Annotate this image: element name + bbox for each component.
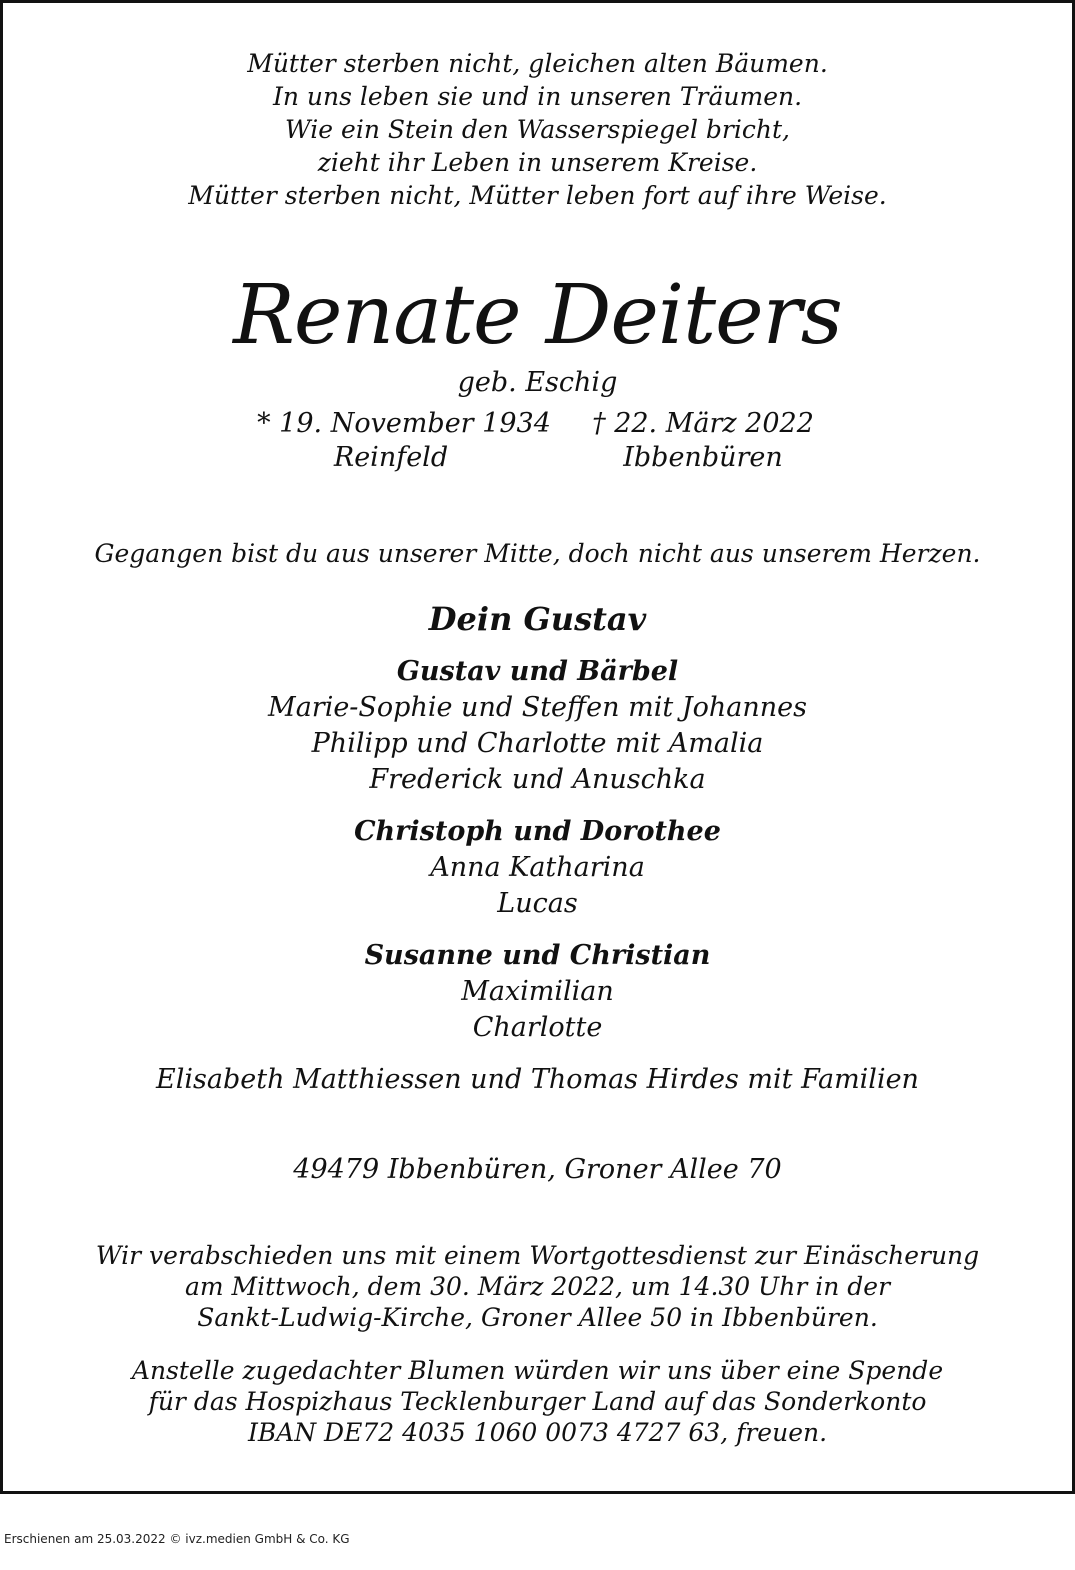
- publication-footer: Erschienen am 25.03.2022 © ivz.medien GmbH & Co. KG: [4, 1532, 350, 1546]
- family-member: Philipp und Charlotte mit Amalia: [311, 728, 764, 759]
- donation-line: IBAN DE72 4035 1060 0073 4727 63, freuen.: [247, 1418, 828, 1447]
- poem-line: In uns leben sie und in unseren Träumen.: [272, 82, 803, 111]
- memorial-quote: Gegangen bist du aus unserer Mitte, doch nicht aus unserem Herzen.: [94, 539, 981, 568]
- family-member: Anna Katharina: [430, 852, 645, 883]
- family-head: Gustav und Bärbel: [396, 656, 679, 687]
- death-date: † 22. März 2022: [592, 408, 814, 439]
- maiden-name: geb. Eschig: [457, 367, 618, 398]
- birth-place: Reinfeld: [333, 442, 449, 473]
- birth-date: * 19. November 1934: [257, 408, 551, 439]
- donation-line: für das Hospizhaus Tecklenburger Land auf das Sonderkonto: [148, 1387, 927, 1416]
- spouse-name: Dein Gustav: [428, 600, 647, 638]
- poem-line: Mütter sterben nicht, Mütter leben fort auf ihre Weise.: [188, 181, 887, 210]
- poem-line: Wie ein Stein den Wasserspiegel bricht,: [285, 115, 790, 144]
- family-member: Charlotte: [472, 1012, 603, 1043]
- family-member: Frederick und Anuschka: [369, 764, 706, 795]
- service-line: Wir verabschieden uns mit einem Wortgottesdienst zur Einäscherung: [95, 1241, 980, 1270]
- family-member: Maximilian: [461, 976, 614, 1007]
- family-member: Marie-Sophie und Steffen mit Johannes: [268, 692, 807, 723]
- address: 49479 Ibbenbüren, Groner Allee 70: [293, 1154, 782, 1185]
- donation-line: Anstelle zugedachter Blumen würden wir uns über eine Spende: [131, 1356, 944, 1385]
- deceased-name: Renate Deiters: [233, 268, 842, 363]
- family-head: Susanne und Christian: [364, 940, 711, 971]
- service-line: am Mittwoch, dem 30. März 2022, um 14.30 Uhr in der: [184, 1272, 891, 1301]
- family-head: Christoph und Dorothee: [354, 816, 721, 847]
- service-line: Sankt-Ludwig-Kirche, Groner Allee 50 in Ibbenbüren.: [197, 1303, 878, 1332]
- death-place: Ibbenbüren: [623, 442, 783, 473]
- other-mourners: Elisabeth Matthiessen und Thomas Hirdes mit Familien: [156, 1064, 919, 1095]
- poem-line: Mütter sterben nicht, gleichen alten Bäumen.: [247, 49, 828, 78]
- poem-line: zieht ihr Leben in unserem Kreise.: [317, 148, 758, 177]
- family-member: Lucas: [497, 888, 578, 919]
